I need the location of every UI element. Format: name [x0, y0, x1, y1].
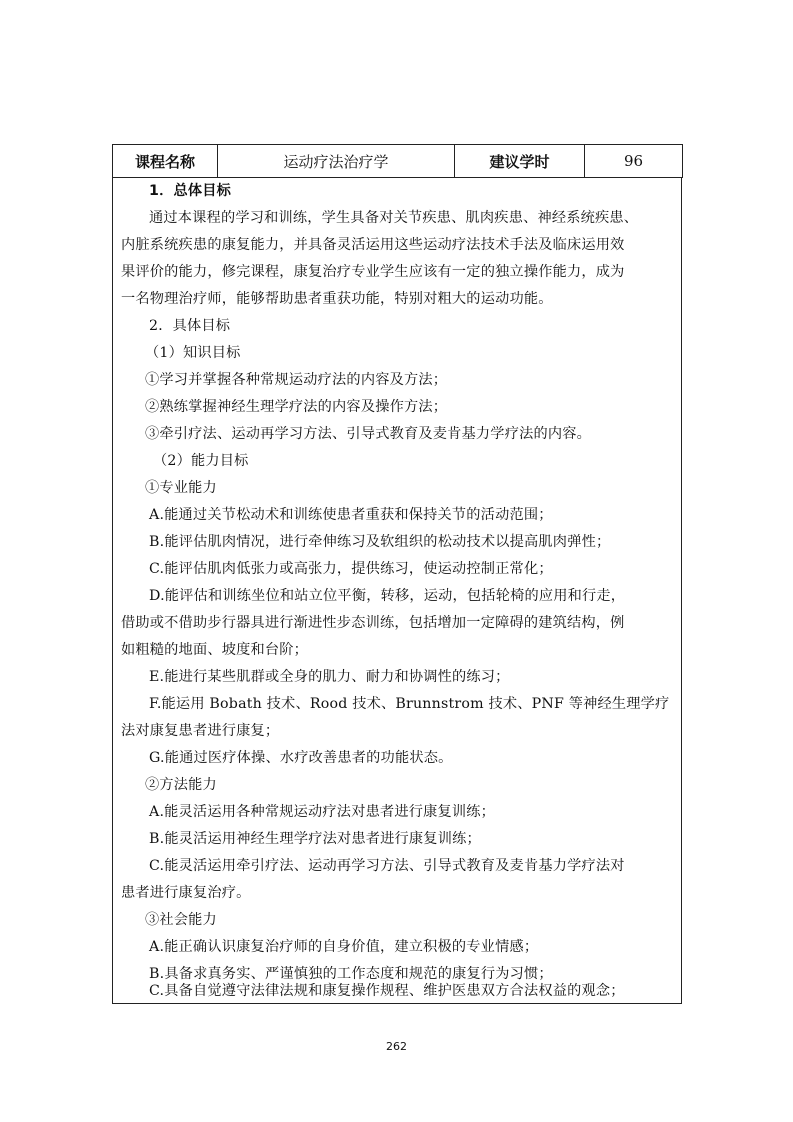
list-item: C.能灵活运用牵引疗法、运动再学习方法、引导式教育及麦肯基力学疗法对	[149, 858, 625, 874]
list-item: ③牵引疗法、运动再学习方法、引导式教育及麦肯基力学疗法的内容。	[145, 426, 592, 442]
list-item: C.能评估肌肉低张力或高张力，提供练习，使运动控制正常化；	[149, 561, 553, 577]
subsection-heading: （1）知识目标	[145, 345, 241, 361]
paragraph-line: 借助或不借助步行器具进行渐进性步态训练，包括增加一定障碍的建筑结构，例	[121, 615, 625, 631]
list-item: B.具备求真务实、严谨慎独的工作态度和规范的康复行为习惯；	[149, 966, 553, 982]
course-header-table	[112, 144, 683, 178]
list-item: ②熟练掌握神经生理学疗法的内容及操作方法；	[145, 399, 448, 415]
list-item: F.能运用 Bobath 技术、Rood 技术、Brunnstrom 技术、PNF 等神经生理学疗	[149, 696, 670, 712]
list-heading: ③社会能力	[145, 912, 217, 928]
paragraph-line: 患者进行康复治疗。	[121, 885, 251, 901]
content-box	[112, 177, 682, 1004]
list-item: B.能灵活运用神经生理学疗法对患者进行康复训练；	[149, 831, 481, 847]
page-number: 262	[386, 1040, 407, 1053]
list-item: A.能灵活运用各种常规运动疗法对患者进行康复训练；	[149, 804, 496, 820]
paragraph-line: 法对康复患者进行康复；	[121, 723, 280, 739]
section-heading: 2．具体目标	[149, 318, 231, 334]
list-heading: ②方法能力	[145, 777, 217, 793]
hours-label: 建议学时	[455, 145, 585, 178]
paragraph-line: 内脏系统疾患的康复能力，并具备灵活运用这些运动疗法技术手法及临床运用效	[121, 237, 625, 253]
list-item: G.能通过医疗体操、水疗改善患者的功能状态。	[149, 750, 453, 766]
paragraph-line: 果评价的能力，修完课程，康复治疗专业学生应该有一定的独立操作能力，成为	[121, 264, 625, 280]
list-heading: ①专业能力	[145, 480, 217, 496]
section-heading: 1．总体目标	[149, 183, 232, 199]
list-item: B.能评估肌肉情况，进行牵伸练习及软组织的松动技术以提高肌肉弹性；	[149, 534, 611, 550]
list-item: D.能评估和训练坐位和站立位平衡，转移，运动，包括轮椅的应用和行走，	[149, 588, 626, 604]
paragraph-line: 如粗糙的地面、坡度和台阶；	[121, 642, 309, 658]
list-item: A.能通过关节松动术和训练使患者重获和保持关节的活动范围；	[149, 507, 553, 523]
list-item: C.具备自觉遵守法律法规和康复操作规程、维护医患双方合法权益的观念；	[149, 983, 625, 999]
course-name-value: 运动疗法治疗学	[218, 145, 455, 178]
paragraph-line: 一名物理治疗师，能够帮助患者重获功能，特别对粗大的运动功能。	[121, 291, 553, 307]
hours-value: 96	[585, 145, 683, 178]
paragraph-line: 通过本课程的学习和训练，学生具备对关节疾患、肌肉疾患、神经系统疾患、	[149, 210, 639, 226]
subsection-heading: （2）能力目标	[153, 453, 249, 469]
list-item: E.能进行某些肌群或全身的肌力、耐力和协调性的练习；	[149, 669, 510, 685]
list-item: A.能正确认识康复治疗师的自身价值，建立积极的专业情感；	[149, 939, 539, 955]
course-name-label: 课程名称	[113, 145, 218, 178]
list-item: ①学习并掌握各种常规运动疗法的内容及方法；	[145, 372, 448, 388]
